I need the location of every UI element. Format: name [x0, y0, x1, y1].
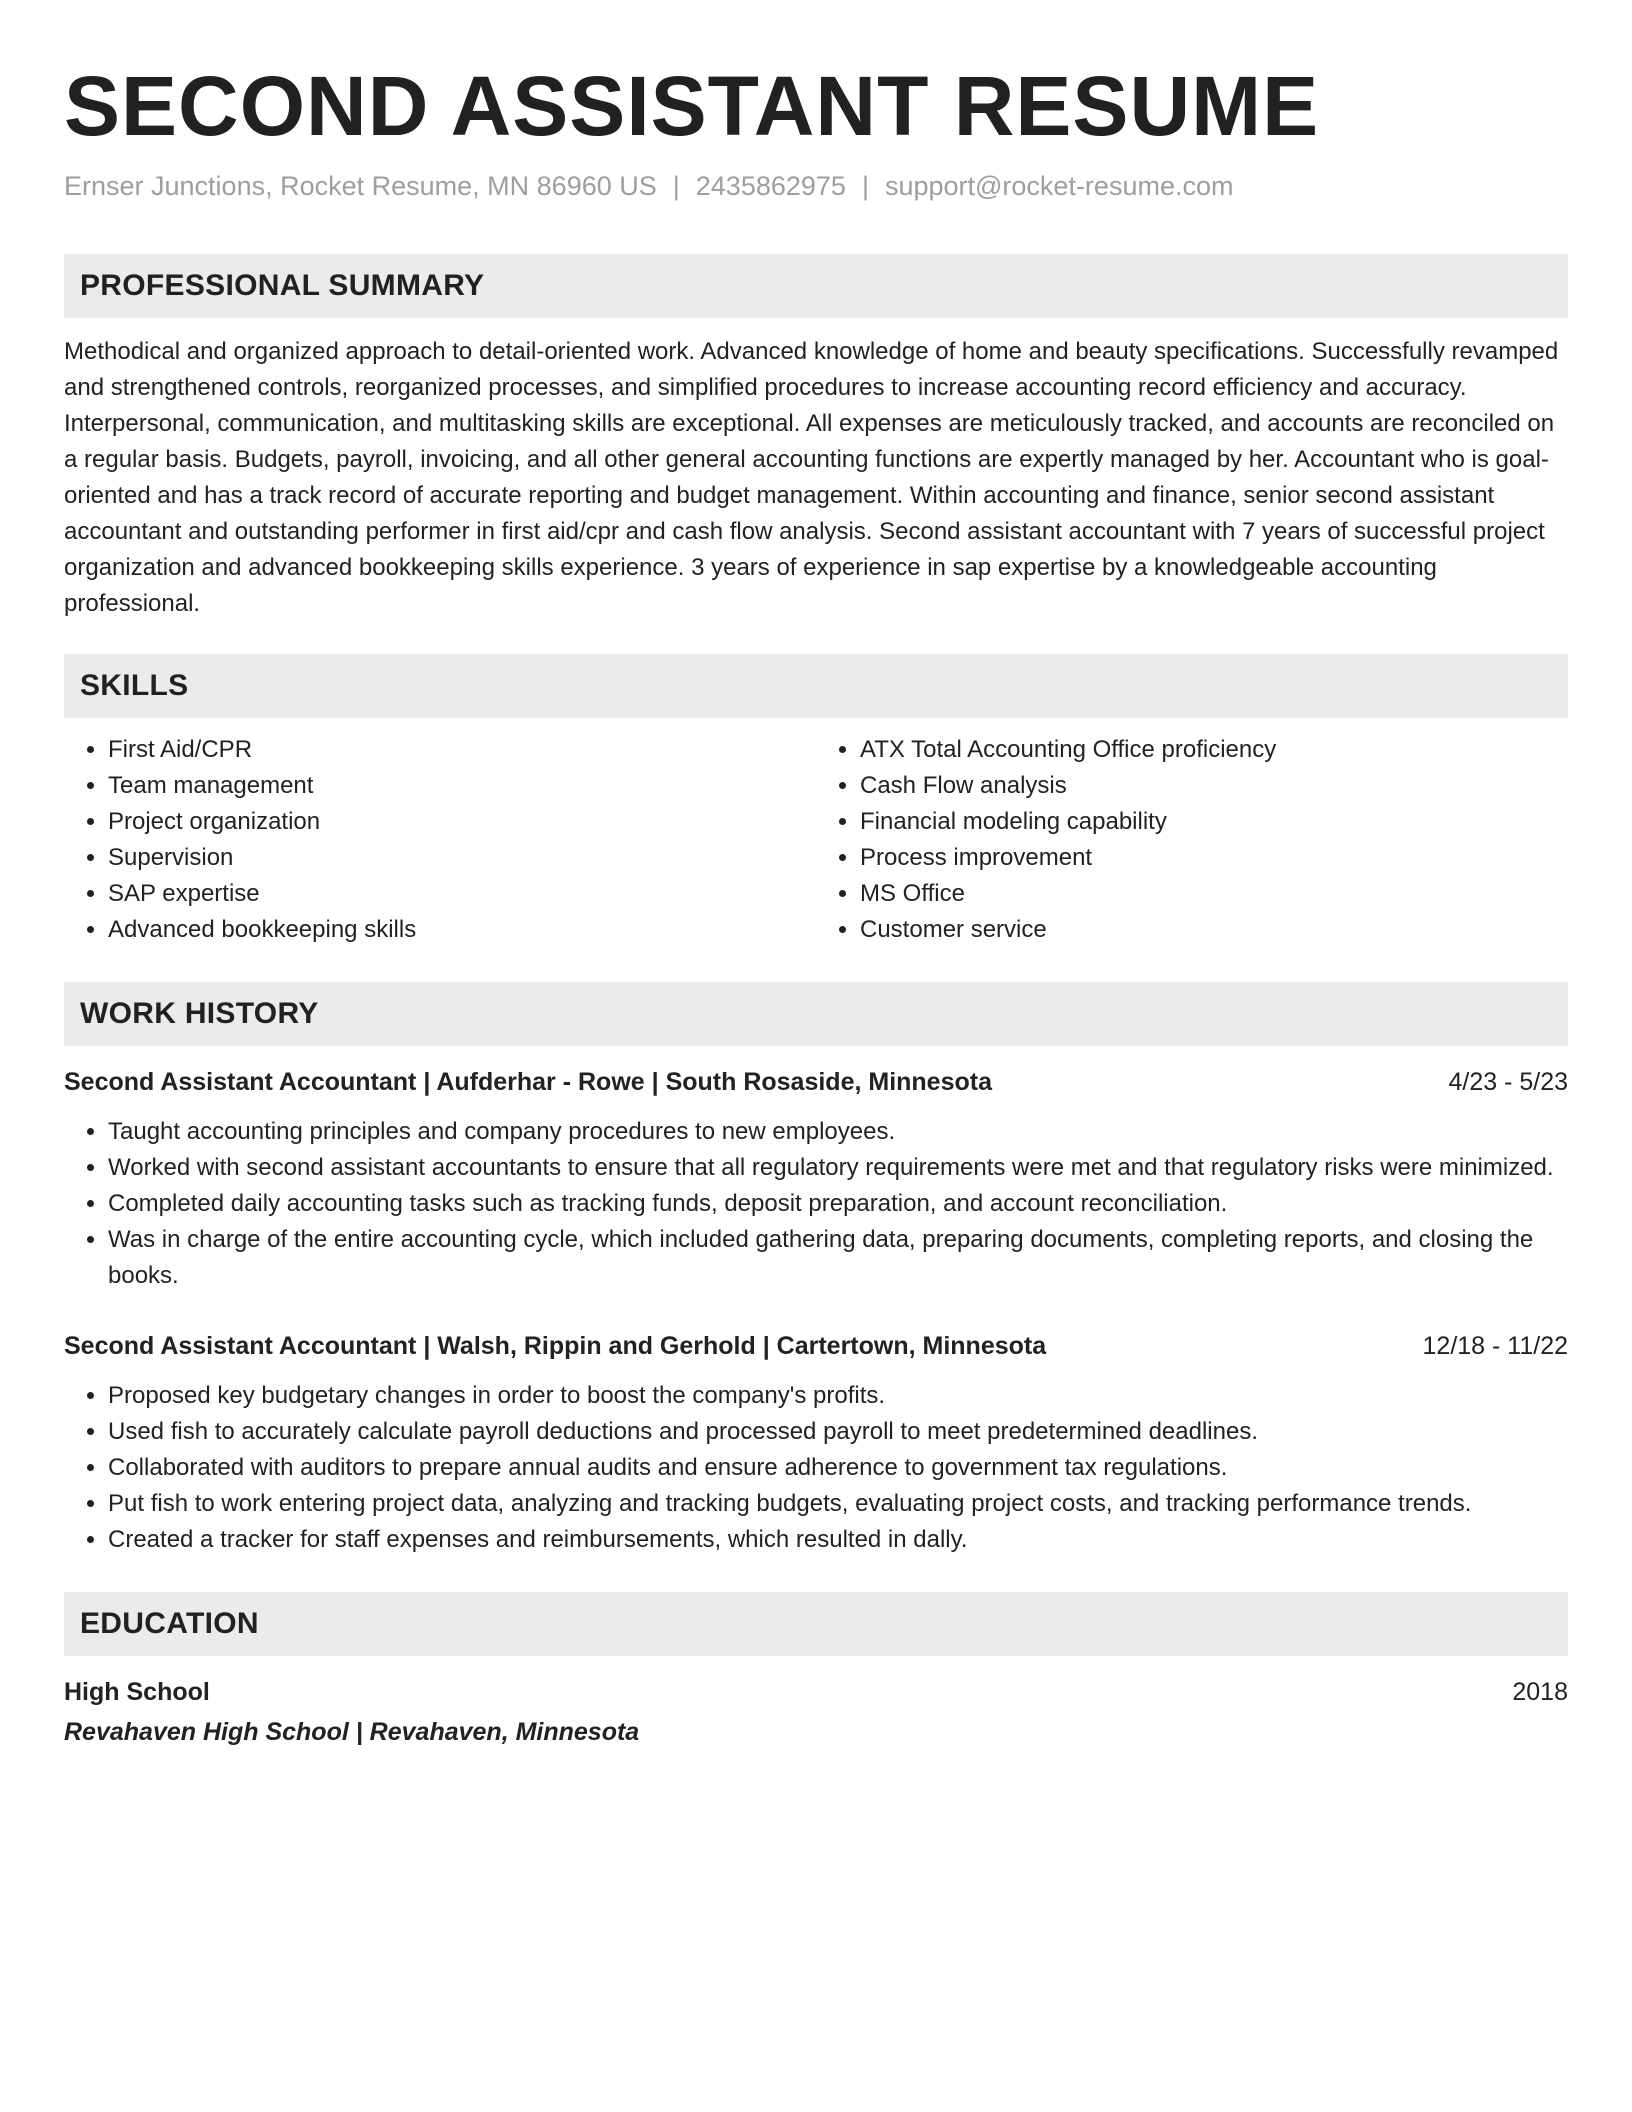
education-entry	[64, 1674, 1568, 1750]
resume-title: SECOND ASSISTANT RESUME	[64, 59, 1320, 153]
skills-column-left	[64, 732, 816, 948]
job-title: Second Assistant Accountant | Walsh, Rippin and Gerhold | Cartertown, Minnesota	[64, 1332, 1047, 1360]
section-header-skills: SKILLS	[64, 654, 1568, 718]
skill-item: • Cash Flow analysis	[860, 768, 1568, 804]
job-dates: 12/18 - 11/22	[1422, 1332, 1568, 1360]
summary-text: Methodical and organized approach to detail-oriented work. Advanced knowledge of home and beauty specifications. Successfully revamped and strengthened controls, reorganized processes, and simplified procedures to increase accounting record efficiency and accuracy. Interpersonal, communication, and multitasking skills are exceptional. All expenses are meticulously tracked, and accounts are reconciled on a regular basis. Budgets, payroll, invoicing, and all other general accounting functions are expertly managed by her. Accountant who is goal-oriented and has a track record of accurate reporting and budget management. Within accounting and finance, senior second assistant accountant and outstanding performer in first aid/cpr and cash flow analysis. Second assistant accountant with 7 years of successful project organization and advanced bookkeeping skills experience. 3 years of experience in sap expertise by a knowledgeable accounting professional.	[64, 338, 1559, 617]
job-bullet: • Used fish to accurately calculate payroll deductions and processed payroll to meet predetermined deadlines.	[108, 1414, 1568, 1450]
job-bullet: • Taught accounting principles and company procedures to new employees.	[108, 1114, 1568, 1150]
section-header-work-history: WORK HISTORY	[64, 982, 1568, 1046]
education-header	[64, 1674, 1568, 1710]
job-bullet: • Completed daily accounting tasks such as tracking funds, deposit preparation, and account reconciliation.	[108, 1186, 1568, 1222]
education-year: 2018	[1512, 1678, 1568, 1706]
job-dates: 4/23 - 5/23	[1448, 1068, 1568, 1096]
skill-item: • Customer service	[860, 912, 1568, 948]
section-header-summary: PROFESSIONAL SUMMARY	[64, 254, 1568, 318]
contact-email: support@rocket-resume.com	[884, 171, 1234, 201]
contact-separator: |	[861, 171, 869, 201]
contact-line	[64, 168, 1568, 204]
skill-item: • SAP expertise	[108, 876, 816, 912]
skill-item: • Financial modeling capability	[860, 804, 1568, 840]
skill-item: • Process improvement	[860, 840, 1568, 876]
education-school: Revahaven High School | Revahaven, Minnesota	[64, 1718, 640, 1746]
skills-column-right	[816, 732, 1568, 948]
skill-item: • MS Office	[860, 876, 1568, 912]
skill-item: • Advanced bookkeeping skills	[108, 912, 816, 948]
job-header	[64, 1328, 1568, 1364]
contact-separator: |	[672, 171, 680, 201]
job-bullet: • Created a tracker for staff expenses and reimbursements, which resulted in dally.	[108, 1522, 1568, 1558]
section-header-education: EDUCATION	[64, 1592, 1568, 1656]
skill-item: • Supervision	[108, 840, 816, 876]
skill-item: • ATX Total Accounting Office proficiency	[860, 732, 1568, 768]
skill-item: • Team management	[108, 768, 816, 804]
skill-item: • Project organization	[108, 804, 816, 840]
skill-item: • First Aid/CPR	[108, 732, 816, 768]
job-header	[64, 1064, 1568, 1100]
job-entry	[64, 1064, 1568, 1294]
job-bullet: • Worked with second assistant accountants to ensure that all regulatory requirements were met and that regulatory risks were minimized.	[108, 1150, 1568, 1186]
education-degree: High School	[64, 1678, 210, 1706]
job-bullet: • Put fish to work entering project data, analyzing and tracking budgets, evaluating project costs, and tracking performance trends.	[108, 1486, 1568, 1522]
job-entry	[64, 1328, 1568, 1558]
job-title: Second Assistant Accountant | Aufderhar - Rowe | South Rosaside, Minnesota	[64, 1068, 992, 1096]
job-bullet: • Collaborated with auditors to prepare annual audits and ensure adherence to government tax regulations.	[108, 1450, 1568, 1486]
job-bullets	[64, 1378, 1568, 1558]
job-bullet: • Proposed key budgetary changes in order to boost the company's profits.	[108, 1378, 1568, 1414]
skills-list	[64, 732, 1568, 948]
job-bullets	[64, 1114, 1568, 1294]
contact-phone: 2435862975	[695, 171, 846, 201]
job-bullet: • Was in charge of the entire accounting cycle, which included gathering data, preparing documents, completing reports, and closing the books.	[108, 1222, 1568, 1294]
contact-address: Ernser Junctions, Rocket Resume, MN 86960 US	[64, 171, 657, 201]
